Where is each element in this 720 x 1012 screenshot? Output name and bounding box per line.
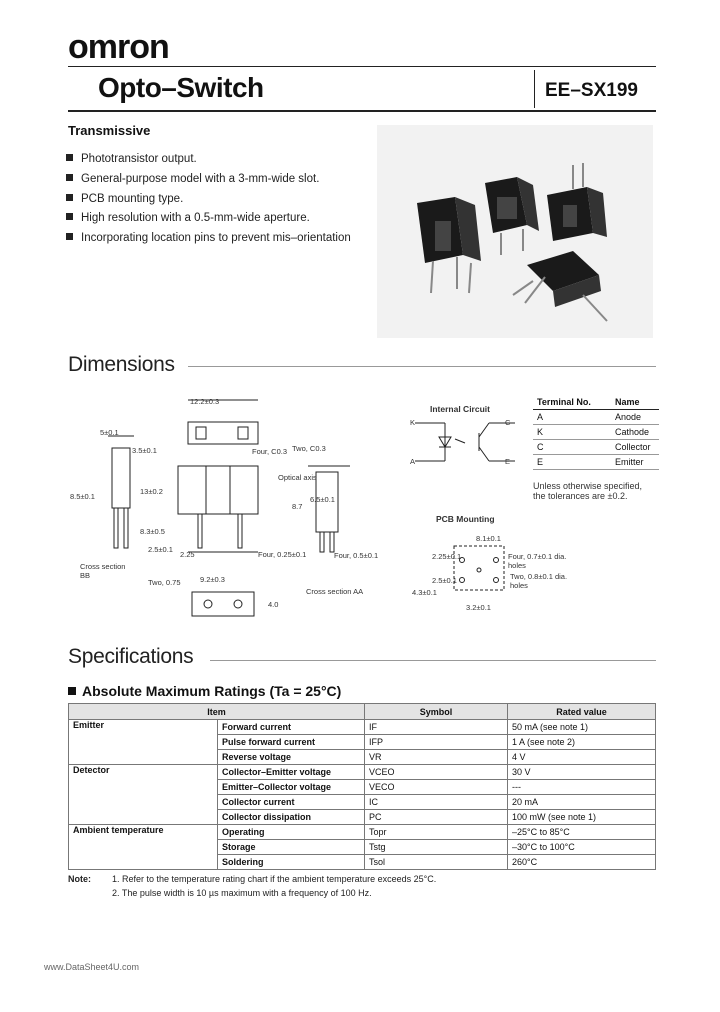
pin-a: A: [410, 457, 416, 466]
table-row: A Anode: [533, 410, 659, 425]
dim-label: 2.25: [180, 550, 195, 559]
table-row: K Cathode: [533, 425, 659, 440]
feature-item: General-purpose model with a 3-mm-wide slot.: [66, 173, 319, 185]
table-row: Emitter–Collector voltage VECO ---: [69, 780, 656, 795]
table-row: Reverse voltage VR 4 V: [69, 750, 656, 765]
specifications-heading: Specifications: [68, 645, 194, 668]
table-row: Ambient temperature Operating Topr –25°C to 85°C: [69, 825, 656, 840]
dim-label: 3.5±0.1: [132, 446, 157, 455]
absolute-ratings-title: Absolute Maximum Ratings (Ta = 25°C): [68, 683, 341, 699]
dim-label: Two, C0.3: [292, 444, 326, 453]
title-separator: [534, 70, 535, 108]
pin-e: E: [505, 457, 511, 466]
title-rule: [68, 110, 656, 112]
pcb-mounting-diagram: [440, 540, 520, 600]
category-label: Transmissive: [68, 123, 151, 138]
dim-label: 4.3±0.1: [412, 588, 437, 597]
dim-label: 2.5±0.1: [148, 545, 173, 554]
sensor-image: [513, 251, 607, 321]
dim-label: 8.1±0.1: [476, 534, 501, 543]
tolerance-note: Unless otherwise specified, the tolerances are ±0.2.: [533, 481, 643, 501]
feature-item: Phototransistor output.: [66, 153, 197, 165]
product-photo: [377, 125, 653, 338]
cross-section-aa: Cross section AA: [306, 587, 364, 596]
dim-label: 2.5±0.1: [432, 576, 457, 585]
feature-item: High resolution with a 0.5-mm-wide aperture.: [66, 212, 310, 224]
footer-url[interactable]: www.DataSheet4U.com: [44, 962, 140, 972]
table-row: Detector Collector–Emitter voltage VCEO 30 V: [69, 765, 656, 780]
cross-section-bb: Cross section BB: [80, 562, 126, 580]
table-row: Storage Tstg –30°C to 100°C: [69, 840, 656, 855]
header-rule: [68, 66, 656, 67]
dim-label: Four, C0.3: [252, 447, 288, 456]
model-number: EE–SX199: [545, 80, 638, 101]
dim-label: Four, 0.25±0.1: [258, 550, 307, 559]
sensor-image: [485, 177, 539, 255]
table-row: Collector current IC 20 mA: [69, 795, 656, 810]
table-row: Emitter Forward current IF 50 mA (see note 1): [69, 720, 656, 735]
table-row: E Emitter: [533, 455, 659, 470]
terminal-table: Terminal No. Name A Anode K Cathode C Collector E Emitter: [533, 395, 659, 470]
note-2: 2. The pulse width is 10 µs maximum with a frequency of 100 Hz.: [112, 888, 372, 898]
dim-label: 13±0.2: [140, 487, 163, 496]
dimensions-rule: [188, 366, 656, 367]
page-title: Opto–Switch: [98, 72, 264, 103]
note-1: 1. Refer to the temperature rating chart if the ambient temperature exceeds 25°C.: [112, 874, 437, 884]
dim-label: 6.5±0.1: [310, 495, 335, 504]
dim-label: Four, 0.7±0.1 dia. holes: [508, 552, 567, 570]
internal-circuit-label: Internal Circuit: [430, 404, 490, 414]
pin-k: K: [410, 418, 416, 427]
dim-label: 4.0: [268, 600, 279, 609]
dim-label: 12.2±0.3: [190, 397, 220, 406]
dim-label: 8.5±0.1: [70, 492, 95, 501]
table-row: Soldering Tsol 260°C: [69, 855, 656, 870]
table-row: Pulse forward current IFP 1 A (see note 2): [69, 735, 656, 750]
optical-axis-label: Optical axis: [278, 473, 317, 482]
dim-label: 8.3±0.5: [140, 527, 165, 536]
absolute-ratings-table: Item Symbol Rated value Emitter Forward current IF 50 mA (see note 1) Pulse forward current IFP 1 A (see note 2) Reverse voltage VR 4 V Detector Collector–Emitter voltage VCEO 30 V Emitter–Collector voltage VECO --- Collector current IC 20 mA Collector dissipation PC 100 mW (see note 1) Ambient temperature Operating Topr –25°C to 85°C Storage Tstg –30°C to 100°C Soldering Tsol 260°C: [68, 703, 656, 870]
feature-item: PCB mounting type.: [66, 193, 183, 205]
dim-label: 2.25±0.1: [432, 552, 462, 561]
dim-label: Four, 0.5±0.1: [334, 551, 379, 560]
specifications-rule: [210, 660, 656, 661]
table-row: C Collector: [533, 440, 659, 455]
pin-c: C: [505, 418, 511, 427]
table-row: Collector dissipation PC 100 mW (see note 1): [69, 810, 656, 825]
dim-label: 9.2±0.3: [200, 575, 225, 584]
note-label: Note:: [68, 874, 91, 884]
dim-label: Two, 0.75: [148, 578, 181, 587]
dim-label: Two, 0.8±0.1 dia. holes: [510, 572, 568, 590]
sensor-image: [417, 197, 481, 293]
omron-logo: omron: [68, 28, 169, 66]
dimensions-heading: Dimensions: [68, 353, 175, 376]
dim-label: 5±0.1: [100, 428, 119, 437]
dim-label: 8.7: [292, 502, 303, 511]
pcb-mounting-label: PCB Mounting: [436, 514, 495, 524]
dim-label: 3.2±0.1: [466, 603, 491, 612]
sensor-image: [547, 163, 607, 241]
feature-item: Incorporating location pins to prevent mis–orientation: [66, 232, 351, 244]
